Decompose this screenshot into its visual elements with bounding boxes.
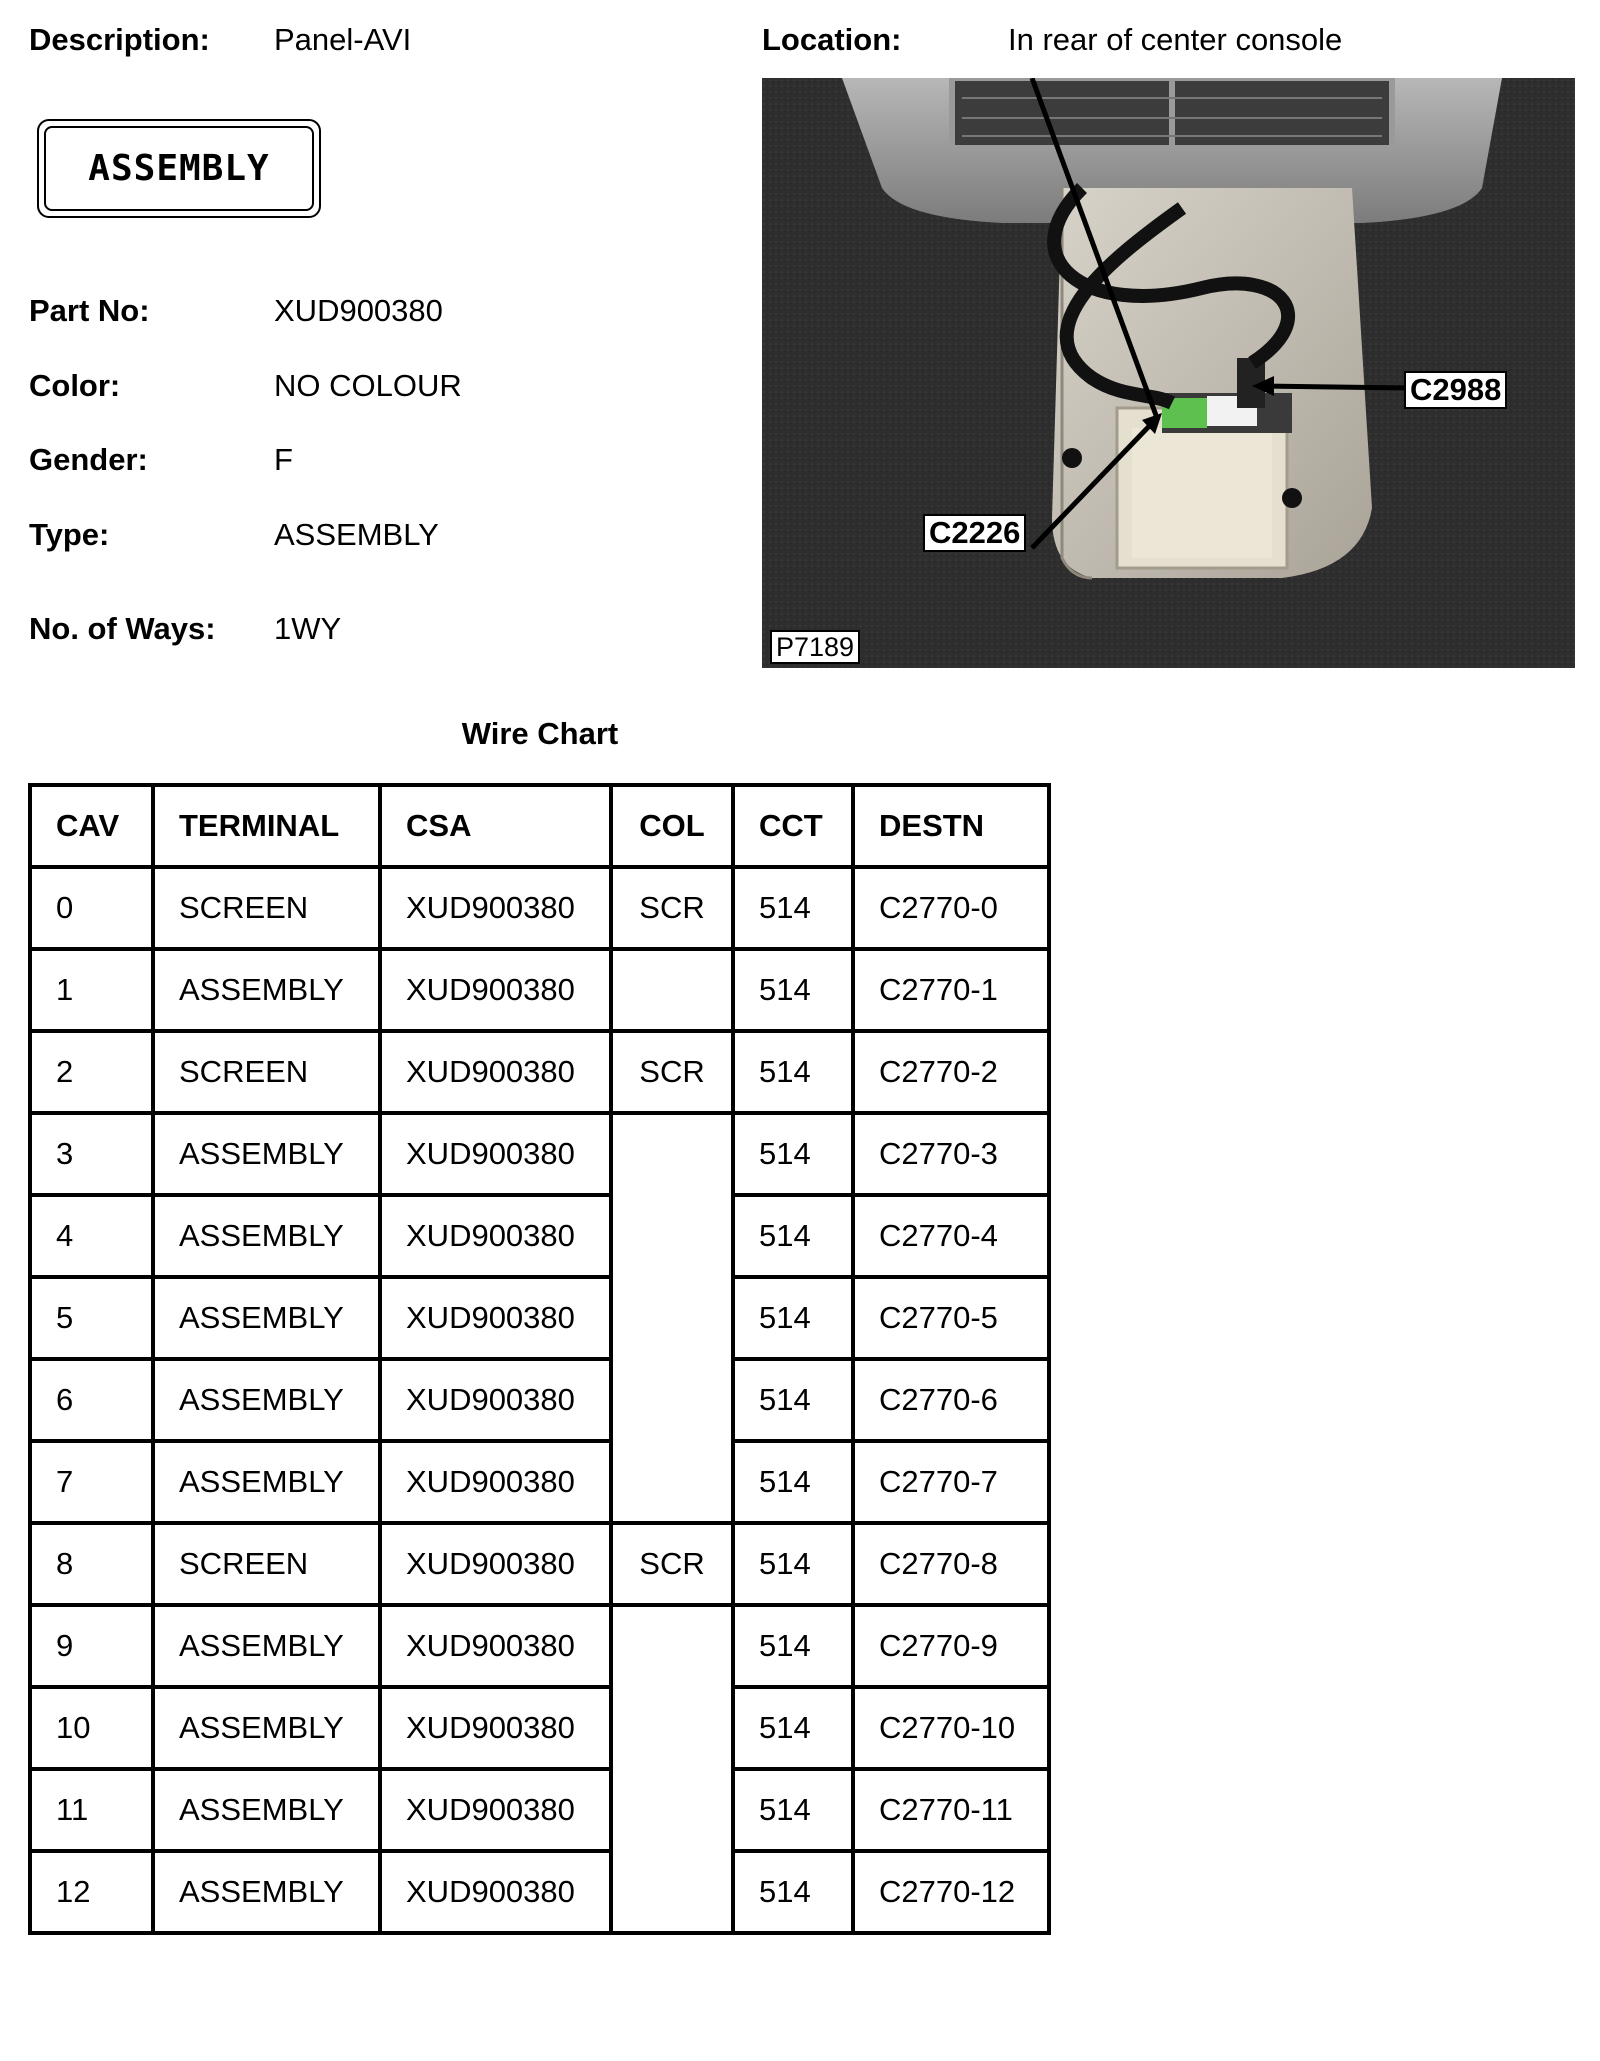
cell-cct: 514 bbox=[733, 1441, 853, 1523]
table-row bbox=[30, 1031, 1049, 1113]
table-row bbox=[30, 1769, 1049, 1851]
cell-terminal: ASSEMBLY bbox=[153, 1441, 380, 1523]
cell-csa: XUD900380 bbox=[380, 1195, 611, 1277]
cell-terminal: SCREEN bbox=[153, 1523, 380, 1605]
cell-destn: C2770-9 bbox=[853, 1605, 1049, 1687]
callout-c2226: C2226 bbox=[923, 514, 1026, 552]
part-no-label: Part No: bbox=[29, 293, 150, 328]
table-row bbox=[30, 949, 1049, 1031]
cell-col bbox=[611, 1605, 733, 1687]
cell-cct: 514 bbox=[733, 1687, 853, 1769]
header-col: COL bbox=[611, 785, 733, 867]
cell-destn: C2770-3 bbox=[853, 1113, 1049, 1195]
cell-cct: 514 bbox=[733, 1195, 853, 1277]
table-row bbox=[30, 1359, 1049, 1441]
cell-destn: C2770-5 bbox=[853, 1277, 1049, 1359]
location-value: In rear of center console bbox=[1008, 22, 1343, 57]
cell-destn: C2770-7 bbox=[853, 1441, 1049, 1523]
cell-col bbox=[611, 1441, 733, 1523]
cell-col: SCR bbox=[611, 867, 733, 949]
cell-cav: 4 bbox=[30, 1195, 153, 1277]
cell-terminal: ASSEMBLY bbox=[153, 1195, 380, 1277]
cell-cav: 11 bbox=[30, 1769, 153, 1851]
assembly-badge bbox=[37, 119, 321, 218]
cell-cct: 514 bbox=[733, 1277, 853, 1359]
cell-csa: XUD900380 bbox=[380, 1359, 611, 1441]
cell-cct: 514 bbox=[733, 1851, 853, 1933]
cell-csa: XUD900380 bbox=[380, 1113, 611, 1195]
cell-col: SCR bbox=[611, 1031, 733, 1113]
cell-cct: 514 bbox=[733, 1769, 853, 1851]
cell-csa: XUD900380 bbox=[380, 1441, 611, 1523]
cell-col bbox=[611, 1769, 733, 1851]
type-value: ASSEMBLY bbox=[274, 517, 439, 552]
cell-cct: 514 bbox=[733, 867, 853, 949]
cell-destn: C2770-4 bbox=[853, 1195, 1049, 1277]
color-value: NO COLOUR bbox=[274, 368, 462, 403]
cell-cct: 514 bbox=[733, 1031, 853, 1113]
table-header-row bbox=[30, 785, 1049, 867]
cell-cav: 12 bbox=[30, 1851, 153, 1933]
cell-terminal: ASSEMBLY bbox=[153, 1113, 380, 1195]
cell-destn: C2770-12 bbox=[853, 1851, 1049, 1933]
ways-label: No. of Ways: bbox=[29, 611, 216, 646]
cell-terminal: ASSEMBLY bbox=[153, 1605, 380, 1687]
cell-destn: C2770-11 bbox=[853, 1769, 1049, 1851]
header-destn: DESTN bbox=[853, 785, 1049, 867]
cell-col bbox=[611, 1851, 733, 1933]
cell-cct: 514 bbox=[733, 1359, 853, 1441]
type-label: Type: bbox=[29, 517, 110, 552]
cell-cct: 514 bbox=[733, 1113, 853, 1195]
description-label: Description: bbox=[29, 22, 210, 57]
description-value: Panel-AVI bbox=[274, 22, 412, 57]
header-csa: CSA bbox=[380, 785, 611, 867]
location-label: Location: bbox=[762, 22, 902, 57]
cell-destn: C2770-1 bbox=[853, 949, 1049, 1031]
cell-cav: 6 bbox=[30, 1359, 153, 1441]
table-row bbox=[30, 1195, 1049, 1277]
wire-chart-table bbox=[28, 783, 1051, 1935]
cell-col: SCR bbox=[611, 1523, 733, 1605]
cell-destn: C2770-10 bbox=[853, 1687, 1049, 1769]
photo-id: P7189 bbox=[770, 630, 860, 664]
cell-cav: 9 bbox=[30, 1605, 153, 1687]
cell-col bbox=[611, 1195, 733, 1277]
cell-terminal: ASSEMBLY bbox=[153, 1359, 380, 1441]
cell-terminal: ASSEMBLY bbox=[153, 1687, 380, 1769]
wire-chart-title: Wire Chart bbox=[461, 716, 619, 751]
cell-col bbox=[611, 1277, 733, 1359]
gender-label: Gender: bbox=[29, 442, 148, 477]
ways-value: 1WY bbox=[274, 611, 342, 646]
table-row bbox=[30, 1687, 1049, 1769]
cell-cav: 1 bbox=[30, 949, 153, 1031]
table-row bbox=[30, 1441, 1049, 1523]
cell-csa: XUD900380 bbox=[380, 1605, 611, 1687]
cell-cav: 7 bbox=[30, 1441, 153, 1523]
gender-value: F bbox=[274, 442, 293, 477]
cell-cav: 2 bbox=[30, 1031, 153, 1113]
assembly-badge-text: ASSEMBLY bbox=[44, 126, 314, 211]
table-row bbox=[30, 1523, 1049, 1605]
cell-csa: XUD900380 bbox=[380, 1277, 611, 1359]
cell-destn: C2770-8 bbox=[853, 1523, 1049, 1605]
cell-destn: C2770-6 bbox=[853, 1359, 1049, 1441]
part-no-value: XUD900380 bbox=[274, 293, 443, 328]
header-terminal: TERMINAL bbox=[153, 785, 380, 867]
cell-col bbox=[611, 949, 733, 1031]
cell-terminal: ASSEMBLY bbox=[153, 1851, 380, 1933]
color-label: Color: bbox=[29, 368, 121, 403]
cell-cav: 3 bbox=[30, 1113, 153, 1195]
cell-csa: XUD900380 bbox=[380, 867, 611, 949]
cell-csa: XUD900380 bbox=[380, 949, 611, 1031]
cell-destn: C2770-0 bbox=[853, 867, 1049, 949]
cell-col bbox=[611, 1359, 733, 1441]
cell-cct: 514 bbox=[733, 1523, 853, 1605]
cell-terminal: SCREEN bbox=[153, 1031, 380, 1113]
location-photo bbox=[762, 78, 1575, 668]
cell-terminal: ASSEMBLY bbox=[153, 949, 380, 1031]
cell-terminal: SCREEN bbox=[153, 867, 380, 949]
header-cav: CAV bbox=[30, 785, 153, 867]
cell-cav: 8 bbox=[30, 1523, 153, 1605]
cell-csa: XUD900380 bbox=[380, 1851, 611, 1933]
cell-csa: XUD900380 bbox=[380, 1769, 611, 1851]
cell-csa: XUD900380 bbox=[380, 1523, 611, 1605]
cell-cav: 10 bbox=[30, 1687, 153, 1769]
cell-col bbox=[611, 1687, 733, 1769]
table-row bbox=[30, 1113, 1049, 1195]
cell-cav: 5 bbox=[30, 1277, 153, 1359]
callout-c2988: C2988 bbox=[1404, 371, 1507, 409]
cell-csa: XUD900380 bbox=[380, 1031, 611, 1113]
cell-terminal: ASSEMBLY bbox=[153, 1769, 380, 1851]
cell-cct: 514 bbox=[733, 1605, 853, 1687]
table-row bbox=[30, 1851, 1049, 1933]
table-row bbox=[30, 1277, 1049, 1359]
cell-cct: 514 bbox=[733, 949, 853, 1031]
cell-destn: C2770-2 bbox=[853, 1031, 1049, 1113]
cell-col bbox=[611, 1113, 733, 1195]
table-row bbox=[30, 1605, 1049, 1687]
cell-csa: XUD900380 bbox=[380, 1687, 611, 1769]
cell-cav: 0 bbox=[30, 867, 153, 949]
cell-terminal: ASSEMBLY bbox=[153, 1277, 380, 1359]
header-cct: CCT bbox=[733, 785, 853, 867]
table-row bbox=[30, 867, 1049, 949]
